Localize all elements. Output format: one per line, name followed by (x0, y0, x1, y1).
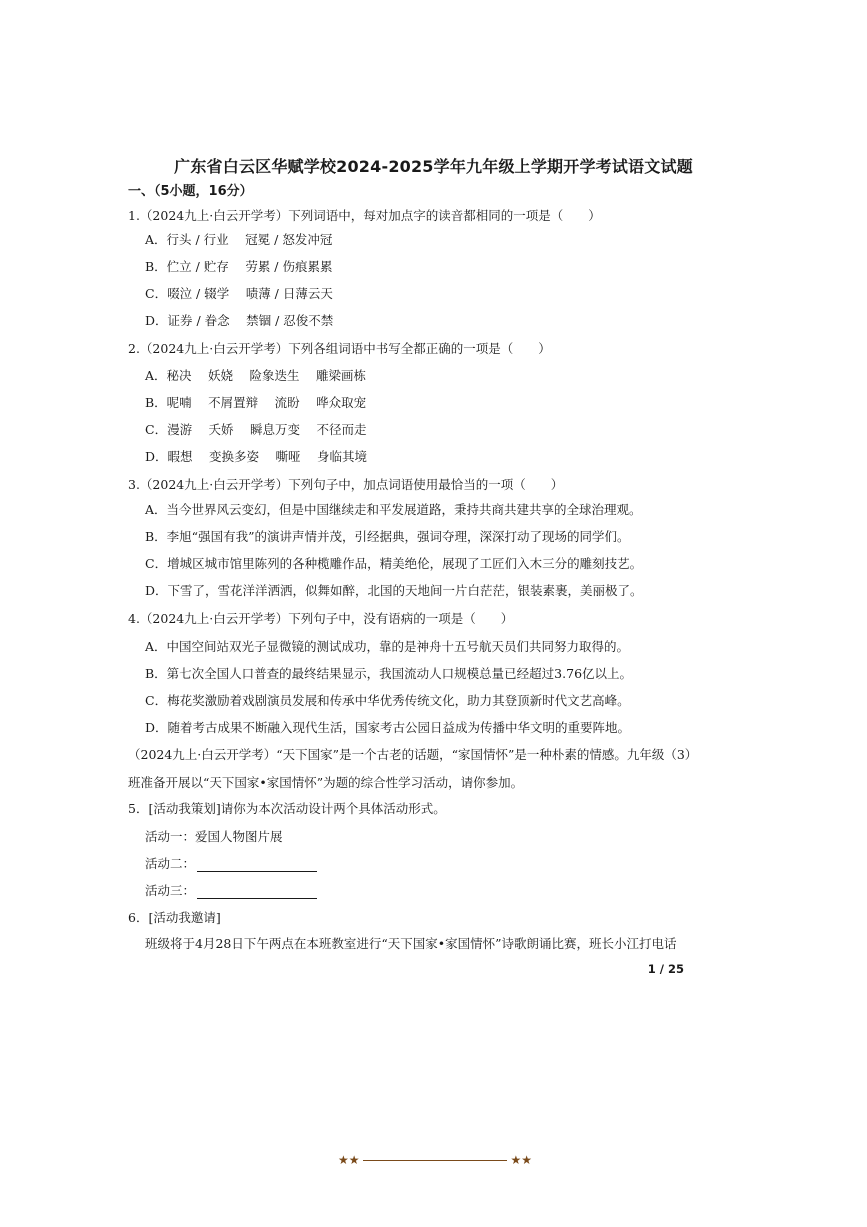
question-4-stem: 4.（2024九上·白云开学考）下列句子中，没有语病的一项是（ ） (128, 611, 514, 626)
question-4-option-b: B．第七次全国人口普查的最终结果显示，我国流动人口规模总量已经超过3.76亿以上。 (145, 666, 633, 681)
question-4-option-d: D．随着考古成果不断融入现代生活，国家考古公园日益成为传播中华文明的重要阵地。 (145, 720, 631, 735)
activity-3-label: 活动三： (145, 883, 196, 898)
question-4-option-c: C．梅花奖激励着戏剧演员发展和传承中华优秀传统文化，助力其登顶新时代文艺高峰。 (145, 693, 630, 708)
question-3-option-a: A．当今世界风云变幻，但是中国继续走和平发展道路，秉持共商共建共享的全球治理观。 (145, 502, 642, 517)
question-1-stem: 1.（2024九上·白云开学考）下列词语中，每对加点字的读音都相同的一项是（ ） (128, 208, 601, 223)
star-icon: ★★ (338, 1153, 360, 1167)
question-3-option-c: C．增城区城市馆里陈列的各种榄雕作品，精美绝伦，展现了工匠们入木三分的雕刻技艺。 (145, 556, 643, 571)
activity-2-label: 活动二： (145, 856, 196, 871)
footer-ornament (338, 1152, 532, 1168)
question-2-option-d: D．暇想 变换多姿 嘶哑 身临其境 (145, 449, 367, 464)
document-title: 广东省白云区华赋学校2024-2025学年九年级上学期开学考试语文试题 (174, 157, 693, 176)
page-number: 1 / 25 (647, 962, 684, 976)
footer-rule (363, 1160, 508, 1161)
activity-2-blank (197, 859, 317, 872)
question-2-option-a: A．秘决 妖娆 险象迭生 雕梁画栋 (145, 368, 366, 383)
question-3-stem: 3.（2024九上·白云开学考）下列句子中，加点词语使用最恰当的一项（ ） (128, 477, 564, 492)
question-3-option-d: D．下雪了，雪花洋洋洒洒，似舞如醉，北国的天地间一片白茫茫，银装素裹，美丽极了。 (145, 583, 643, 598)
question-6-stem: 6．[活动我邀请] (128, 910, 221, 925)
question-1-option-c: C．啜泣 / 辍学 啧薄 / 日薄云天 (145, 286, 333, 301)
activity-3-blank (197, 886, 317, 899)
question-6-text: 班级将于4月28日下午两点在本班教室进行“天下国家•家国情怀”诗歌朗诵比赛，班长小江打电话 (145, 936, 677, 951)
question-1-option-a: A．行头 / 行业 冠冕 / 怒发冲冠 (145, 232, 333, 247)
question-5-stem: 5．[活动我策划]请你为本次活动设计两个具体活动形式。 (128, 801, 446, 816)
intro-line-2: 班准备开展以“天下国家•家国情怀”为题的综合性学习活动，请你参加。 (128, 775, 524, 790)
question-2-option-c: C．漫游 夭娇 瞬息万变 不径而走 (145, 422, 367, 437)
intro-line-1: （2024九上·白云开学考）“天下国家”是一个古老的话题，“家国情怀”是一种朴素的情感。九年级（3） (128, 747, 698, 762)
activity-1: 活动一：爱国人物图片展 (145, 829, 283, 844)
activity-2-row (145, 856, 317, 872)
question-1-option-b: B．伫立 / 贮存 劳累 / 伤痕累累 (145, 259, 333, 274)
question-2-option-b: B．呢喃 不屑置辩 流盼 哗众取宠 (145, 395, 367, 410)
question-4-option-a: A．中国空间站双光子显微镜的测试成功，靠的是神舟十五号航天员们共同努力取得的。 (145, 639, 630, 654)
section-header: 一、（5小题，16分） (128, 184, 253, 199)
activity-3-row (145, 883, 317, 899)
star-icon: ★★ (510, 1153, 532, 1167)
question-2-stem: 2.（2024九上·白云开学考）下列各组词语中书写全都正确的一项是（ ） (128, 341, 551, 356)
question-3-option-b: B．李旭“强国有我”的演讲声情并茂，引经据典，强词夺理，深深打动了现场的同学们。 (145, 529, 630, 544)
question-1-option-d: D．证券 / 眷念 禁锢 / 忍俊不禁 (145, 313, 334, 328)
